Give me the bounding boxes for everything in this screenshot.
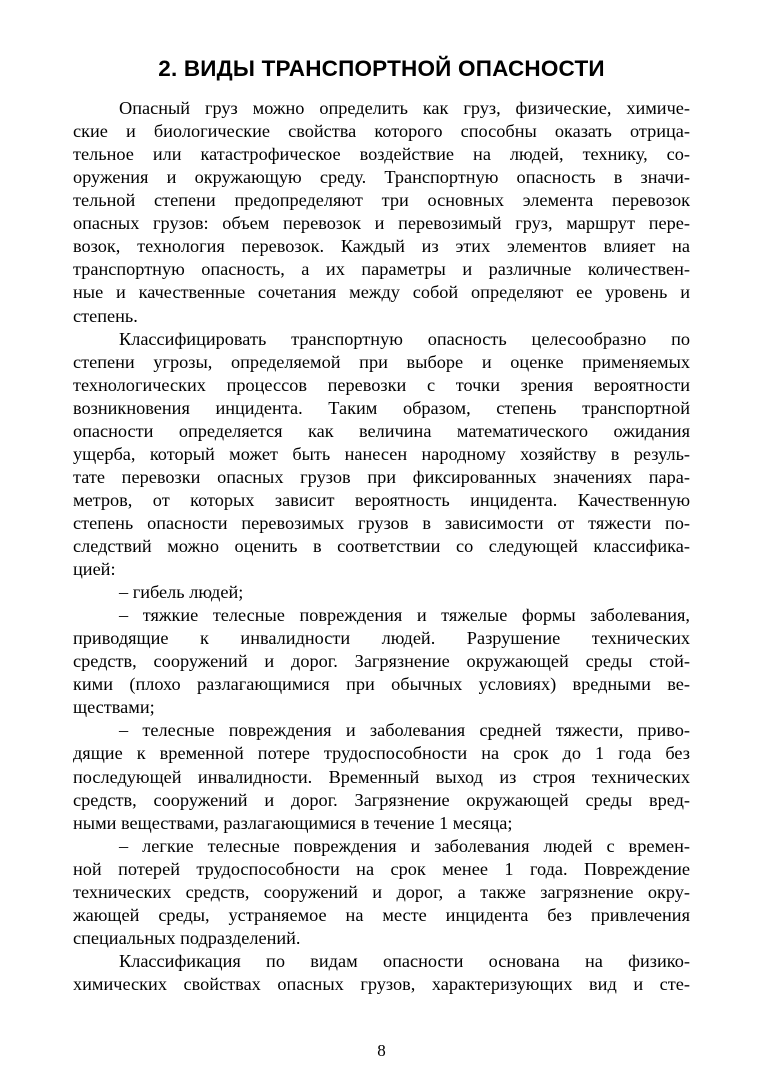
text-line: степени угрозы, определяемой при выборе и оценке применяемых	[73, 351, 690, 372]
text-line: возок, технология перевозок. Каждый из этих элементов влияет на	[73, 236, 690, 257]
text-line: ущерба, который может быть нанесен народному хозяйству в резуль-	[73, 443, 690, 464]
page-title: 2. ВИДЫ ТРАНСПОРТНОЙ ОПАСНОСТИ	[158, 56, 605, 81]
page-number: 8	[377, 1041, 386, 1060]
text-line: опасных грузов: объем перевозок и перевозимый груз, маршрут пере-	[73, 213, 690, 234]
text-line: специальных подразделений.	[73, 927, 301, 948]
text-line: Опасный груз можно определить как груз, физические, химиче-	[119, 98, 690, 118]
text-line: последующей инвалидности. Временный выход из строя технических	[73, 766, 690, 787]
text-line: средств, сооружений и дорог. Загрязнение окружающей среды вред-	[73, 789, 690, 810]
text-line: тельное или катастрофическое воздействие на людей, технику, со-	[73, 144, 690, 165]
text-line: степень опасности перевозимых грузов в зависимости от тяжести по-	[73, 512, 690, 533]
text-line: метров, от которых зависит вероятность инцидента. Качественную	[73, 489, 690, 510]
text-line: транспортную опасность, а их параметры и различные количествен-	[73, 259, 690, 280]
text-line: тате перевозки опасных грузов при фиксированных значениях пара-	[73, 466, 690, 487]
text-line: средств, сооружений и дорог. Загрязнение окружающей среды стой-	[73, 651, 690, 672]
text-line: ские и биологические свойства которого способны оказать отрица-	[73, 121, 690, 141]
text-line: – телесные повреждения и заболевания средней тяжести, приво-	[119, 720, 690, 741]
text-line: Классификация по видам опасности основана на физико-	[119, 950, 690, 971]
text-line: – гибель людей;	[119, 582, 244, 602]
text-line: ной потерей трудоспособности на срок менее 1 года. Повреждение	[73, 858, 690, 879]
text-line: жающей среды, устраняемое на месте инцидента без привлечения	[73, 904, 690, 925]
text-line: технических средств, сооружений и дорог, а также загрязнение окру-	[73, 881, 690, 902]
text-line: тельной степени предопределяют три основных элемента перевозок	[73, 190, 690, 211]
text-line: возникновения инцидента. Таким образом, степень транспортной	[73, 397, 690, 418]
text-line: опасности определяется как величина математического ожидания	[73, 420, 690, 441]
text-line: ными веществами, разлагающимися в течение 1 месяца;	[73, 812, 513, 833]
text-line: технологических процессов перевозки с точки зрения вероятности	[73, 374, 690, 395]
text-line: химических свойствах опасных грузов, характеризующих вид и сте-	[73, 973, 690, 994]
text-line: – тяжкие телесные повреждения и тяжелые формы заболевания,	[119, 605, 690, 626]
text-line: Классифицировать транспортную опасность целесообразно по	[119, 328, 690, 349]
text-line: ществами;	[73, 697, 155, 718]
text-line: дящие к временной потере трудоспособности на срок до 1 года без	[73, 743, 690, 764]
text-line: степень.	[73, 305, 138, 326]
text-line: кими (плохо разлагающимися при обычных условиях) вредными ве-	[73, 674, 690, 695]
text-line: оружения и окружающую среду. Транспортную опасность в значи-	[73, 167, 690, 188]
text-line: цией:	[73, 559, 116, 579]
text-line: – легкие телесные повреждения и заболевания людей с времен-	[119, 835, 690, 856]
text-line: приводящие к инвалидности людей. Разрушение технических	[73, 628, 690, 649]
text-line: ные и качественные сочетания между собой определяют ее уровень и	[73, 282, 690, 303]
text-line: следствий можно оценить в соответствии со следующей классифика-	[73, 536, 690, 556]
